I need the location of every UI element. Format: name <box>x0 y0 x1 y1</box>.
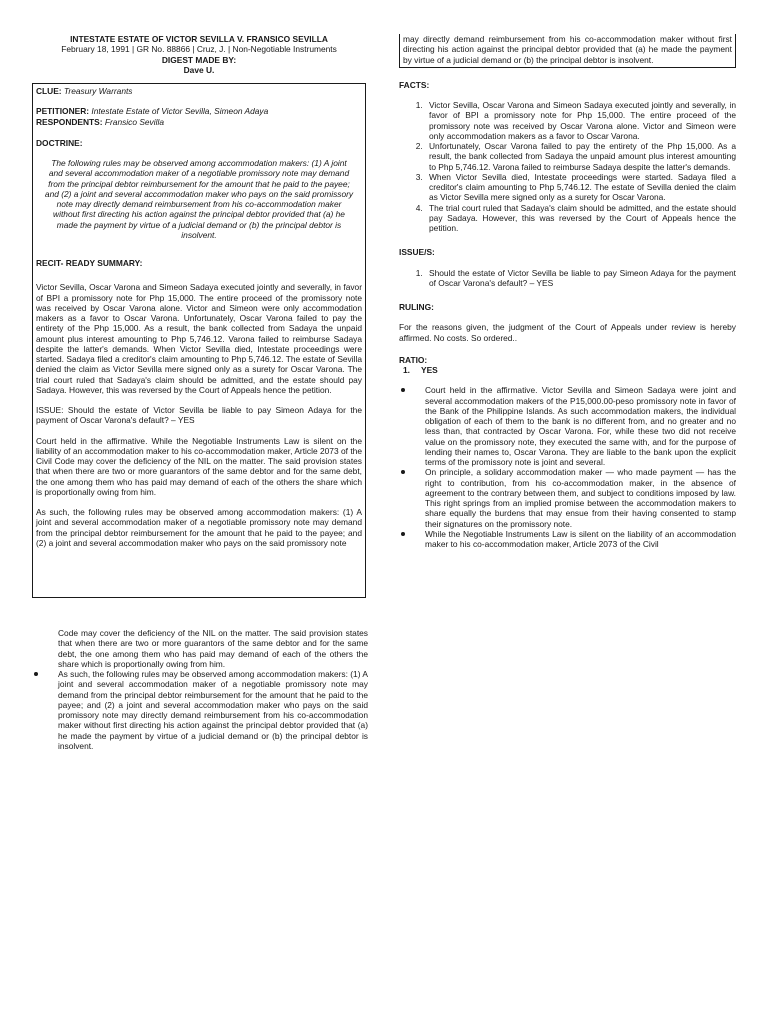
ratio-answer-text: YES <box>421 365 438 375</box>
issues-label: ISSUE/S: <box>399 247 435 258</box>
respondents-value: Fransico Sevilla <box>104 116 164 127</box>
recit-text: Victor Sevilla, Oscar Varona and Simeon Sadaya executed jointly and severally, in favor of BPI a promissory note for Php 15,000. The entire proceed of the promissory note was received by Oscar Varona alone. Victor and Simeon were only accommodation makers as a favor to Oscar Varona. Unfortunately, Oscar Varona failed to pay the entirety of the Php 15,000. As a result, the bank collected from Sadaya the unpaid amount plus interest amounting to Php 5,746.12. Varona failed to reimburse Sadaya despite the latter's demands. When Victor Sevilla died, Intestate proceedings were started. Sadaya filed a creditor's claim amounting to Php 5,746.12. The estate of Sevilla denied the claim as Victor Sevilla mere signed only as a surety for Oscar Varona. The trial court ruled that Sadaya's claim should be admitted, and the estate should pay Sadaya. However, this was reversed by the Court of Appeals hence the petition. <box>36 282 362 395</box>
list-item: 4. The trial court ruled that Sadaya's claim should be admitted, and the estate should pay Sadaya. However, this was reversed by the Court of Appeals hence the petition. <box>425 203 736 234</box>
list-item: While the Negotiable Instruments Law is silent on the liability of an accommodation maker to his co-accommodation maker, Article 2073 of the Civil <box>425 529 736 550</box>
recit-label: RECIT- READY SUMMARY: <box>36 258 143 268</box>
summary-box <box>32 83 366 598</box>
clue-line <box>36 86 362 96</box>
list-item: On principle, a solidary accommodation maker — who made payment — has the right to contribution, from his co-accommodation maker, in the absence of agreement to the contrary between them, and subject to conditions imposed by law. This right springs from an implied promise between the accommodation makers to share equally the burdens that may ensue from their having consented to stamp their signatures on the promissory note. <box>425 467 736 529</box>
ruling-label: RULING: <box>399 302 434 312</box>
list-item: 2. Unfortunately, Oscar Varona failed to pay the entirety of the Php 15,000. As a result, the bank collected from Sadaya the unpaid amount plus interest amounting to Php 5,746.12. Varona failed to reimburse Sadaya despite the latter's demands. <box>425 141 736 172</box>
facts-list <box>399 100 736 233</box>
rules-text: As such, the following rules may be observed among accommodation makers: (1) A joint and several accommodation maker of a negotiable promissory note may demand from the principal debtor reimbursement for the amount that he paid to the payee; and (2) a joint and several accommodation maker who pays on the said promissory note <box>36 507 362 548</box>
petitioner-value: Intestate Estate of Victor Sevilla, Simeon Adaya <box>91 106 269 117</box>
clue-label: CLUE: <box>36 86 62 96</box>
list-item: 3. When Victor Sevilla died, Intestate proceedings were started. Sadaya filed a creditor's claim amounting to Php 5,746.12. The estate of Sevilla denied the claim as Victor Sevilla mere signed only as a surety for Oscar Varona. <box>425 172 736 203</box>
ratio-bullets <box>399 385 736 549</box>
case-title: INTESTATE ESTATE OF VICTOR SEVILLA V. FRANSICO SEVILLA <box>70 34 328 44</box>
court-text: Court held in the affirmative. While the Negotiable Instruments Law is silent on the liability of an accommodation maker to his co-accommodation maker, Article 2073 of the Civil Code may cover the deficiency of the NIL on the matter. The said provision states that when there are two or more guarantors of the same debtor and for the same debt, the one among them who has paid may demand of each of the others the share which is proportionally owing from him. <box>36 435 362 497</box>
doctrine-text: The following rules may be observed among accommodation makers: (1) A joint and several accommodation maker of a negotiable promissory note may demand from the principal debtor reimbursement for the amount that he paid to the payee; and (2) a joint and several accommodation maker who pays on the said promissory note may directly demand reimbursement from his co-accommodation maker without first directing his action against the principal debtor provided that (a) he made the payment by virtue of a judicial demand or (b) the principal debtor is insolvent. <box>44 158 354 240</box>
bullet-icon <box>401 532 405 536</box>
bullet-icon <box>401 388 405 392</box>
ratio-answer <box>399 365 736 375</box>
issue-text: ISSUE: Should the estate of Victor Sevilla be liable to pay Simeon Adaya for the payment of Oscar Varona's default? – YES <box>36 405 362 426</box>
continuation-box: may directly demand reimbursement from his co-accommodation maker without first directing his action against the principal debtor provided that (a) he made the payment by virtue of a judicial demand or (b) the principal debtor is insolvent. <box>399 34 736 68</box>
digest-author: Dave U. <box>183 64 215 75</box>
right-column <box>399 34 736 549</box>
list-item: 1. Victor Sevilla, Oscar Varona and Simeon Sadaya executed jointly and severally, in favor of BPI a promissory note for Php 15,000. The entire proceed of the promissory note was received by Oscar Varona alone. Victor and Simeon were only accommodation makers as a favor to Oscar Varona. <box>425 100 736 141</box>
bullet-icon <box>401 470 405 474</box>
page-two-bullets <box>32 669 368 751</box>
ruling-text: For the reasons given, the judgment of the Court of Appeals under review is hereby affirmed. No costs. So ordered.. <box>399 322 736 343</box>
bullet-icon <box>34 672 38 676</box>
facts-label: FACTS: <box>399 79 430 90</box>
page-two-column <box>32 628 368 751</box>
left-column <box>32 34 366 598</box>
list-item: Court held in the affirmative. Victor Sevilla and Simeon Sadaya were joint and several accommodation makers of the P15,000.00-peso promissory note in favor of the Bank of the Philippine Islands. As such accommodation makers, the individual obligation of each of them to the bank is no different from, and no greater and no less than, that contracted by Oscar Varona. For, while these two did not receive value on the promissory note, they executed the same with, and for the purpose of lending their names to, Oscar Varona. They are liable to the bank upon the explicit terms of the promissory note is joint and several. <box>425 385 736 467</box>
case-subtitle: February 18, 1991 | GR No. 88866 | Cruz, J. | Non-Negotiable Instruments <box>61 44 337 55</box>
doctrine-label: DOCTRINE: <box>36 137 83 148</box>
document-header <box>32 34 366 75</box>
respondents-label: RESPONDENTS: <box>36 116 103 127</box>
digest-label: DIGEST MADE BY: <box>161 54 237 65</box>
petitioner-label: PETITIONER: <box>36 106 90 117</box>
ratio-label: RATIO: <box>399 354 428 365</box>
list-item: 1. Should the estate of Victor Sevilla be liable to pay Simeon Adaya for the payment of Oscar Varona's default? – YES <box>425 268 736 289</box>
parties-block <box>36 106 362 127</box>
continuation-text: Code may cover the deficiency of the NIL on the matter. The said provision states that when there are two or more guarantors of the same debtor and for the same debt, the one among them who has paid may demand of each of the others the share which is proportionally owing from him. <box>58 628 368 669</box>
issues-list <box>399 268 736 289</box>
list-item: As such, the following rules may be observed among accommodation makers: (1) A joint and several accommodation maker of a negotiable promissory note may demand from the principal debtor reimbursement for the amount that he paid to the payee; and (2) a joint and several accommodation maker who pays on the said promissory note may directly demand reimbursement from his co-accommodation maker without first directing his action against the principal debtor provided that (a) he made the payment by virtue of a judicial demand or (b) the principal debtor is insolvent. <box>58 669 368 751</box>
ratio-number: 1. <box>403 365 410 375</box>
clue-value: Treasury Warrants <box>63 86 133 96</box>
